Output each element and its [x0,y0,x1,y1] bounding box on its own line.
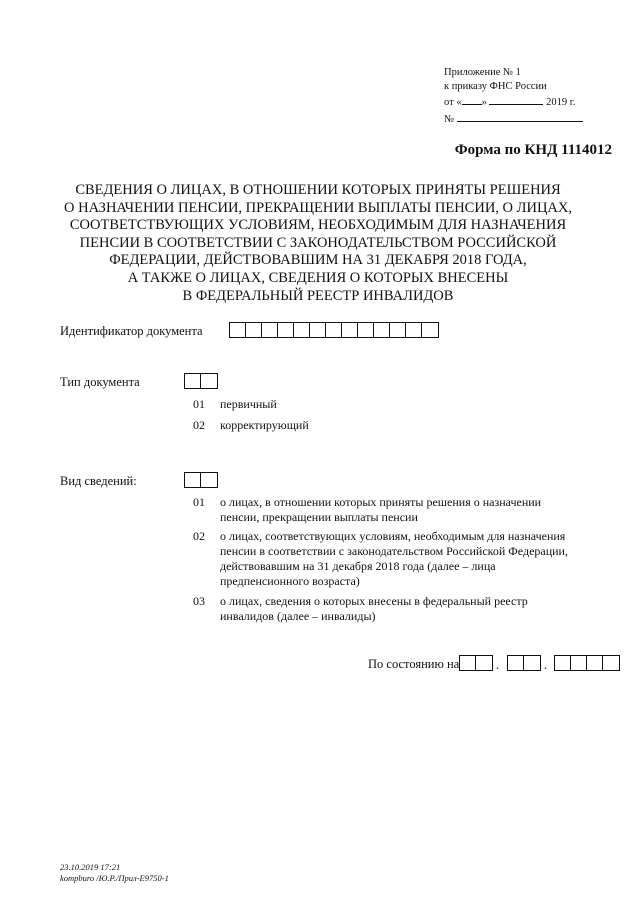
option-code: 01 [193,495,205,509]
as-of-year-cell[interactable] [571,656,587,670]
document-title [58,182,578,305]
option-code: 02 [193,418,205,432]
date-separator: . [544,658,548,672]
as-of-year-cell[interactable] [555,656,571,670]
option-text: пенсии, прекращении выплаты пенсии [220,510,418,524]
info-type-cell[interactable] [185,473,201,487]
footer-file-ref: kompburo /Ю.Р./Прил-Е9750-1 [60,872,169,883]
option-text: первичный [220,397,277,411]
option-code: 03 [193,594,205,608]
as-of-day-cell[interactable] [476,656,492,670]
doc-id-cell[interactable] [230,323,246,337]
doc-id-cell[interactable] [278,323,294,337]
doc-type-option [193,418,613,433]
option-text: пенсии в соответствии с законодательством Российской Федерации, [220,544,568,558]
option-text: инвалидов (далее – инвалиды) [220,609,376,623]
doc-type-label: Тип документа [60,375,140,389]
as-of-day-cell[interactable] [460,656,476,670]
doc-id-cell[interactable] [390,323,406,337]
doc-id-cell[interactable] [294,323,310,337]
as-of-year-cells[interactable] [554,655,620,671]
title-line: СВЕДЕНИЯ О ЛИЦАХ, В ОТНОШЕНИИ КОТОРЫХ ПРИНЯТЫ РЕШЕНИЯ [75,182,561,198]
option-text: о лицах, в отношении которых приняты решения о назначении [220,495,542,509]
doc-id-cell[interactable] [310,323,326,337]
as-of-day-cells[interactable] [459,655,493,671]
info-type-option [193,495,613,525]
doc-id-cell[interactable] [374,323,390,337]
appendix-number: № [444,110,583,127]
appendix-order: к приказу ФНС России [444,80,547,92]
info-type-option [193,594,613,624]
doc-id-cell[interactable] [246,323,262,337]
doc-id-cell[interactable] [406,323,422,337]
appendix-date: от « » 2019 г. [444,93,583,110]
appendix-block [444,66,583,126]
handwritten-number [457,110,583,122]
doc-type-cells[interactable] [184,373,218,389]
title-line: СООТВЕТСТВУЮЩИХ УСЛОВИЯМ, НЕОБХОДИМЫМ ДЛЯ НАЗНАЧЕНИЯ [69,217,567,234]
info-type-cells[interactable] [184,472,218,488]
as-of-month-cells[interactable] [507,655,541,671]
as-of-year-cell[interactable] [587,656,603,670]
info-type-cell[interactable] [201,473,217,487]
as-of-month-cell[interactable] [524,656,540,670]
option-text: о лицах, соответствующих условиям, необходимым для назначения [220,529,566,543]
as-of-year-cell[interactable] [603,656,619,670]
form-code: Форма по КНД 1114012 [454,142,612,158]
as-of-label: По состоянию на [368,657,460,671]
doc-id-label: Идентификатор документа [60,324,203,338]
option-code: 01 [193,397,205,411]
option-code: 02 [193,529,205,543]
handwritten-month [489,93,543,105]
doc-id-cell[interactable] [422,323,438,337]
footer-timestamp: 23.10.2019 17:21 [60,862,121,872]
title-line: В ФЕДЕРАЛЬНЫЙ РЕЕСТР ИНВАЛИДОВ [182,287,454,304]
info-type-label: Вид сведений: [60,474,137,488]
doc-type-cell[interactable] [185,374,201,388]
title-line: О НАЗНАЧЕНИИ ПЕНСИИ, ПРЕКРАЩЕНИИ ВЫПЛАТЫ ПЕНСИИ, О ЛИЦАХ, [64,199,572,216]
option-text: о лицах, сведения о которых внесены в федеральный реестр [220,594,528,608]
option-text: действовавшим на 31 декабря 2018 года (далее – лица [220,559,496,573]
date-separator: . [496,658,500,672]
doc-type-option [193,397,613,412]
info-type-option [193,529,613,589]
option-text: корректирующий [220,418,309,432]
appendix-title: Приложение № 1 [444,67,521,78]
doc-type-cell[interactable] [201,374,217,388]
title-line: А ТАКЖЕ О ЛИЦАХ, СВЕДЕНИЯ О КОТОРЫХ ВНЕСЕНЫ [127,269,509,286]
doc-id-cell[interactable] [326,323,342,337]
doc-id-cell[interactable] [342,323,358,337]
doc-id-cell[interactable] [358,323,374,337]
option-text: предпенсионного возраста) [220,574,360,588]
doc-id-cell[interactable] [262,323,278,337]
title-line: ПЕНСИИ В СООТВЕТСТВИИ С ЗАКОНОДАТЕЛЬСТВОМ РОССИЙСКОЙ [79,234,557,251]
title-line: ФЕДЕРАЦИИ, ДЕЙСТВОВАВШИМ НА 31 ДЕКАБРЯ 2018 ГОДА, [109,252,527,269]
doc-id-cells[interactable] [229,322,439,338]
as-of-month-cell[interactable] [508,656,524,670]
footer-note [60,862,169,883]
handwritten-day [462,93,482,105]
